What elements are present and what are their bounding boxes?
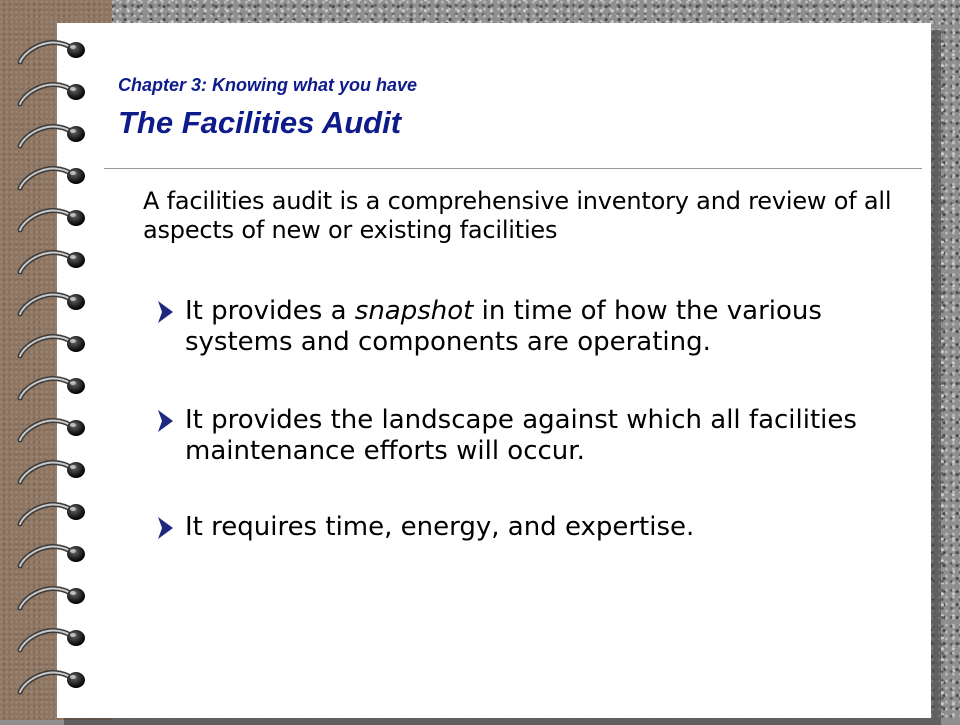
spiral-ring-icon (20, 336, 85, 356)
bullet-text-emphasis: snapshot (354, 296, 474, 326)
slide-title: The Facilities Audit (118, 105, 402, 140)
spiral-ring-icon (20, 672, 85, 692)
spiral-ring-icon (20, 588, 85, 608)
spiral-ring-icon (20, 252, 85, 272)
spiral-binding (0, 0, 112, 720)
spiral-ring-icon (20, 210, 85, 230)
bullet-text (157, 296, 897, 358)
arrow-bullet-icon (157, 300, 174, 324)
bullet-item (157, 405, 897, 467)
spiral-ring-icon (20, 42, 85, 62)
spiral-ring-icon (20, 630, 85, 650)
bullet-text: It requires time, energy, and expertise. (185, 512, 695, 542)
spiral-ring-icon (20, 168, 85, 188)
spiral-ring-icon (20, 504, 85, 524)
chapter-heading: Chapter 3: Knowing what you have (118, 75, 418, 95)
spiral-ring-icon (20, 294, 85, 314)
arrow-bullet-icon (157, 409, 174, 433)
spiral-ring-icon (20, 84, 85, 104)
spiral-ring-icon (20, 462, 85, 482)
title-divider (104, 168, 922, 169)
bullet-text-before: It provides a (185, 296, 355, 326)
spiral-ring-icon (20, 546, 85, 566)
spiral-ring-icon (20, 126, 85, 146)
bullet-item (157, 512, 897, 543)
spiral-ring-icon (20, 420, 85, 440)
arrow-bullet-icon (157, 516, 174, 540)
bullet-item (157, 296, 897, 358)
intro-text: A facilities audit is a comprehensive inventory and review of all aspects of new or existing facilities (143, 187, 892, 244)
spiral-ring-icon (20, 378, 85, 398)
bullet-text-after: in time of how the various systems and components are operating. (185, 296, 822, 357)
bullet-text: It provides the landscape against which all facilities maintenance efforts will occur. (185, 405, 857, 466)
